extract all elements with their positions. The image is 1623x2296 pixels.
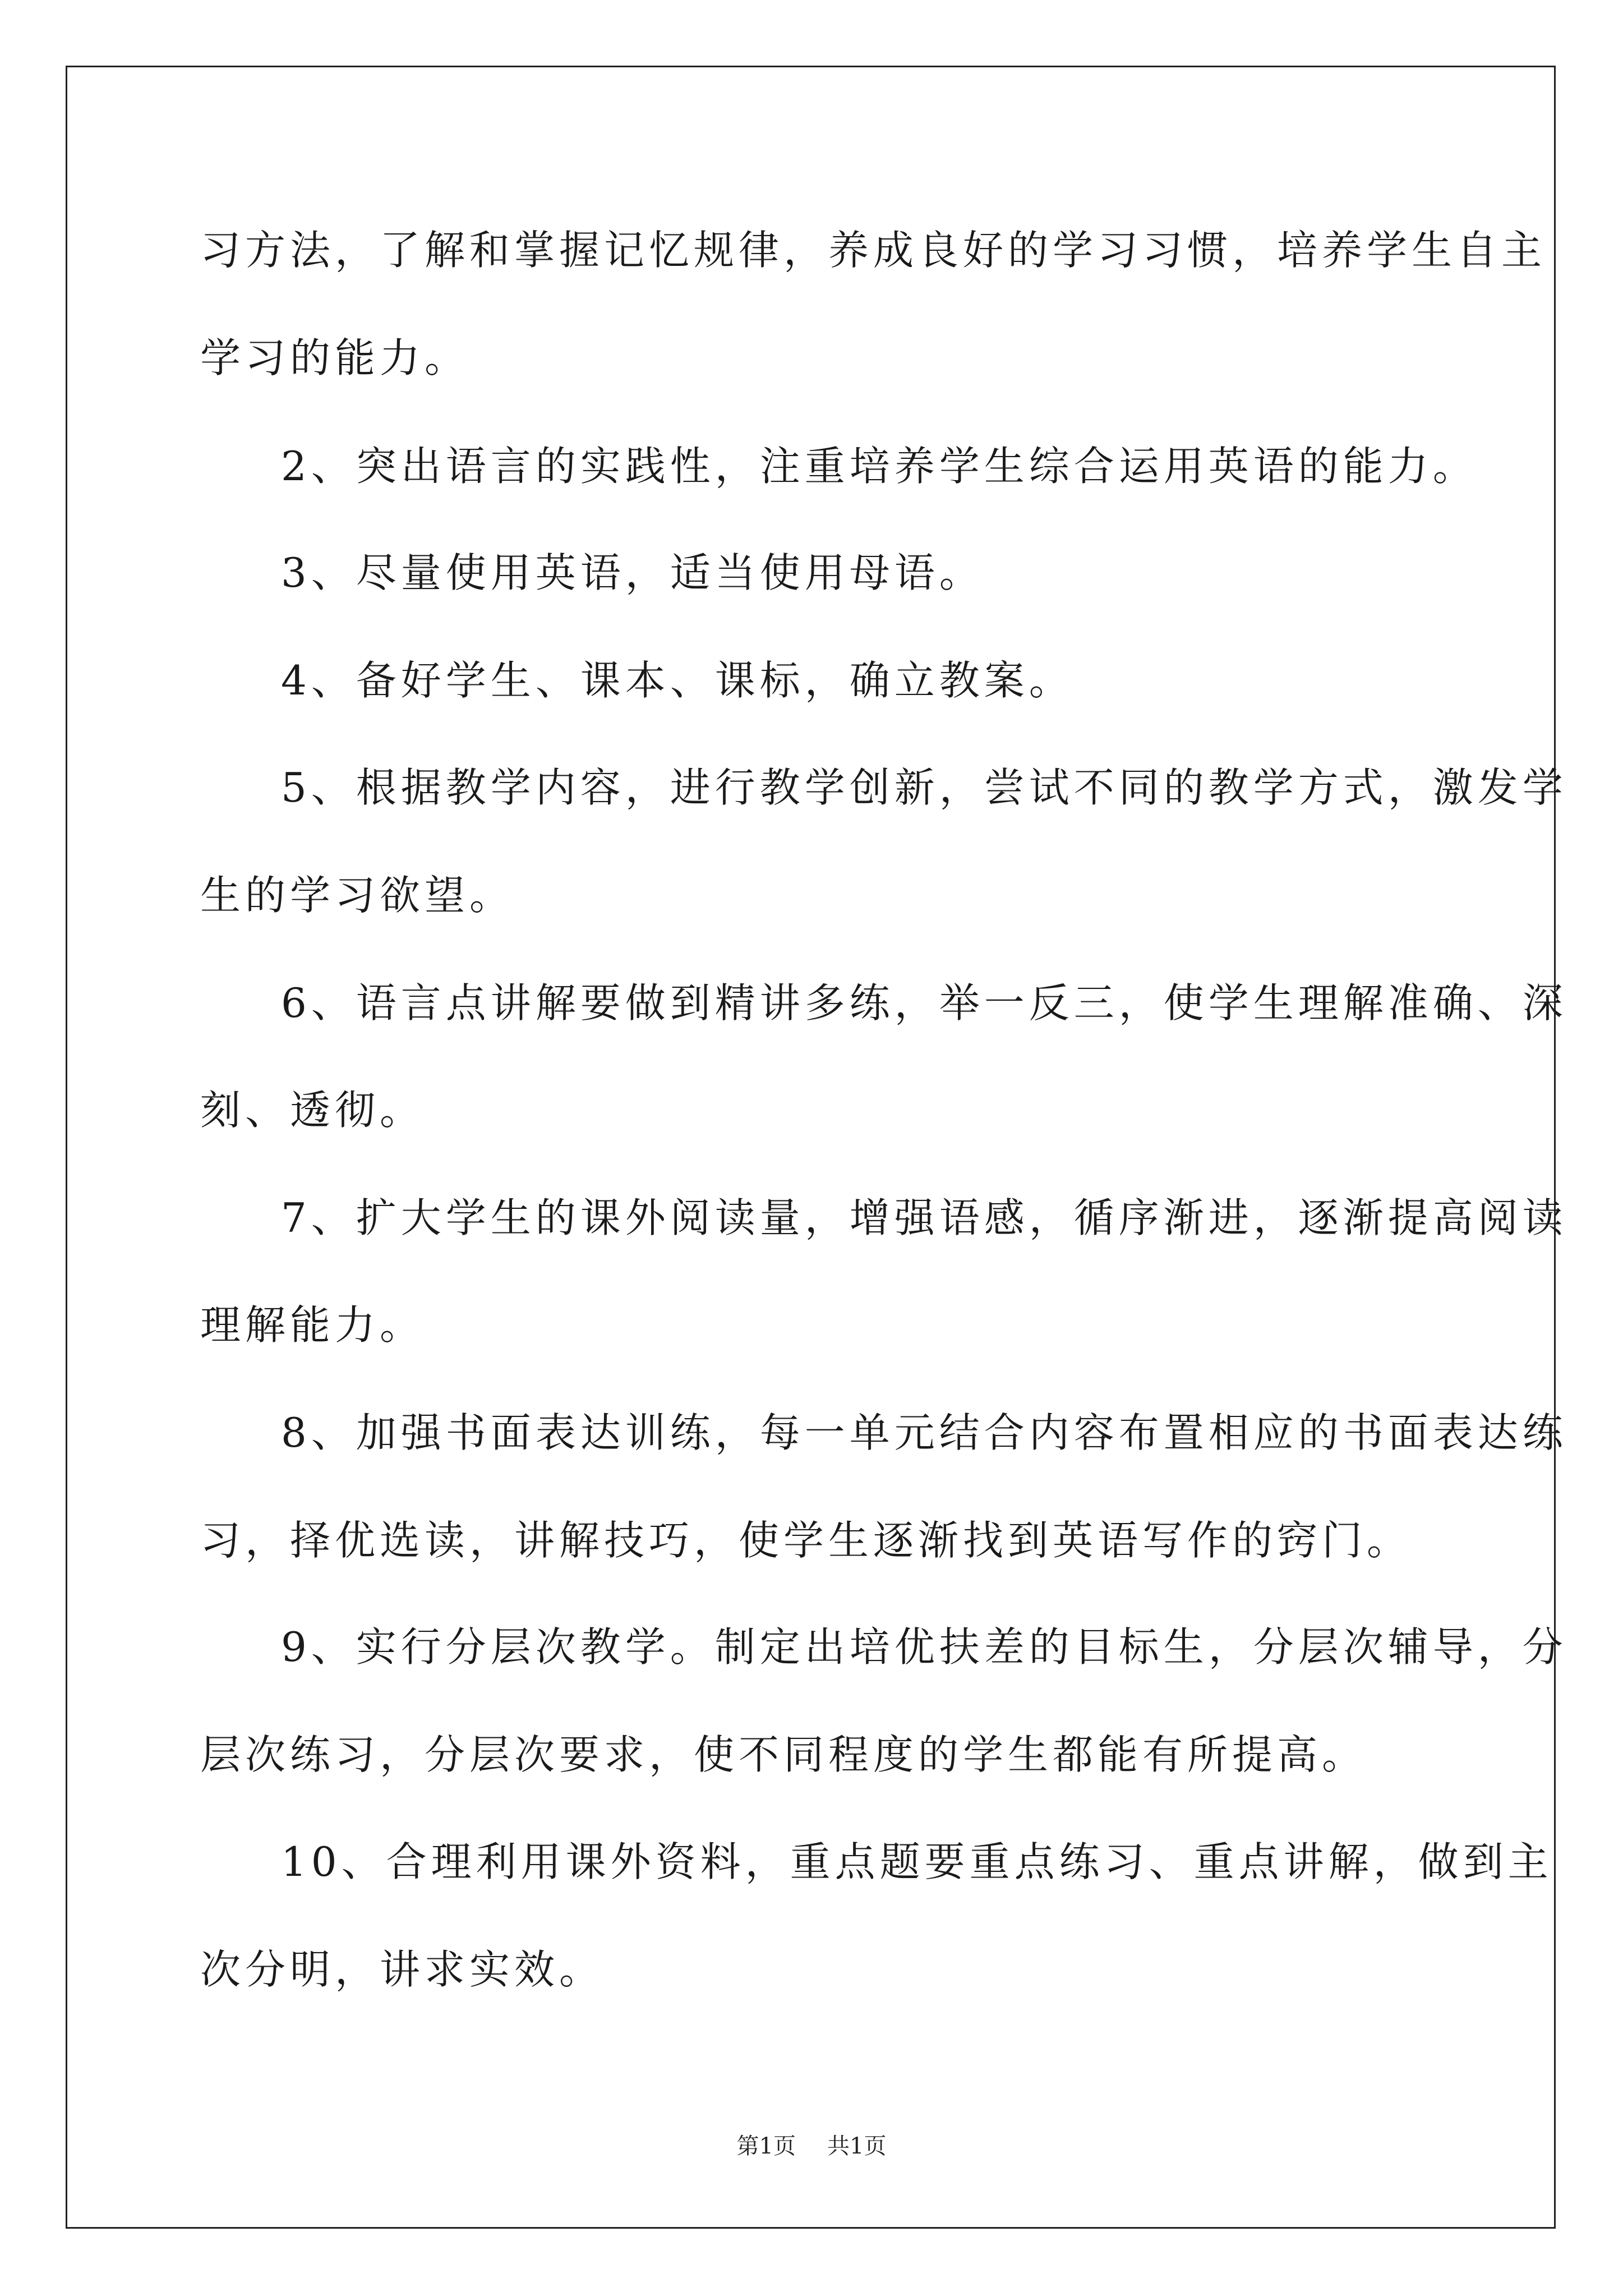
page-border — [66, 66, 1556, 2229]
text-line: 习方法，了解和掌握记忆规律，养成良好的学习习惯，培养学生自主 — [200, 227, 1547, 274]
page-total: 共1页 — [827, 2133, 887, 2159]
text-line: 10、合理利用课外资料，重点题要重点练习、重点讲解，做到主 — [281, 1838, 1553, 1885]
text-line: 刻、透彻。 — [200, 1087, 425, 1134]
text-line: 生的学习欲望。 — [200, 872, 515, 919]
text-line: 2、突出语言的实践性，注重培养学生综合运用英语的能力。 — [281, 443, 1478, 490]
text-line: 6、语言点讲解要做到精讲多练，举一反三，使学生理解准确、深 — [281, 979, 1567, 1027]
text-line: 次分明，讲求实效。 — [200, 1946, 605, 1993]
text-line: 理解能力。 — [200, 1301, 425, 1349]
page-number: 第1页 — [736, 2133, 796, 2159]
text-line: 层次练习，分层次要求，使不同程度的学生都能有所提高。 — [200, 1731, 1367, 1778]
text-line: 9、实行分层次教学。制定出培优扶差的目标生，分层次辅导，分 — [281, 1623, 1567, 1671]
text-line: 3、尽量使用英语，适当使用母语。 — [281, 549, 984, 596]
page-footer — [0, 2135, 1623, 2157]
text-line: 习，择优选读，讲解技巧，使学生逐渐找到英语写作的窍门。 — [200, 1517, 1412, 1564]
text-line: 4、备好学生、课本、课标，确立教案。 — [281, 657, 1074, 704]
text-line: 8、加强书面表达训练，每一单元结合内容布置相应的书面表达练 — [281, 1409, 1567, 1456]
text-line: 学习的能力。 — [200, 334, 470, 381]
text-line: 7、扩大学生的课外阅读量，增强语感，循序渐进，逐渐提高阅读 — [281, 1194, 1567, 1241]
text-line: 5、根据教学内容，进行教学创新，尝试不同的教学方式，激发学 — [281, 764, 1567, 811]
